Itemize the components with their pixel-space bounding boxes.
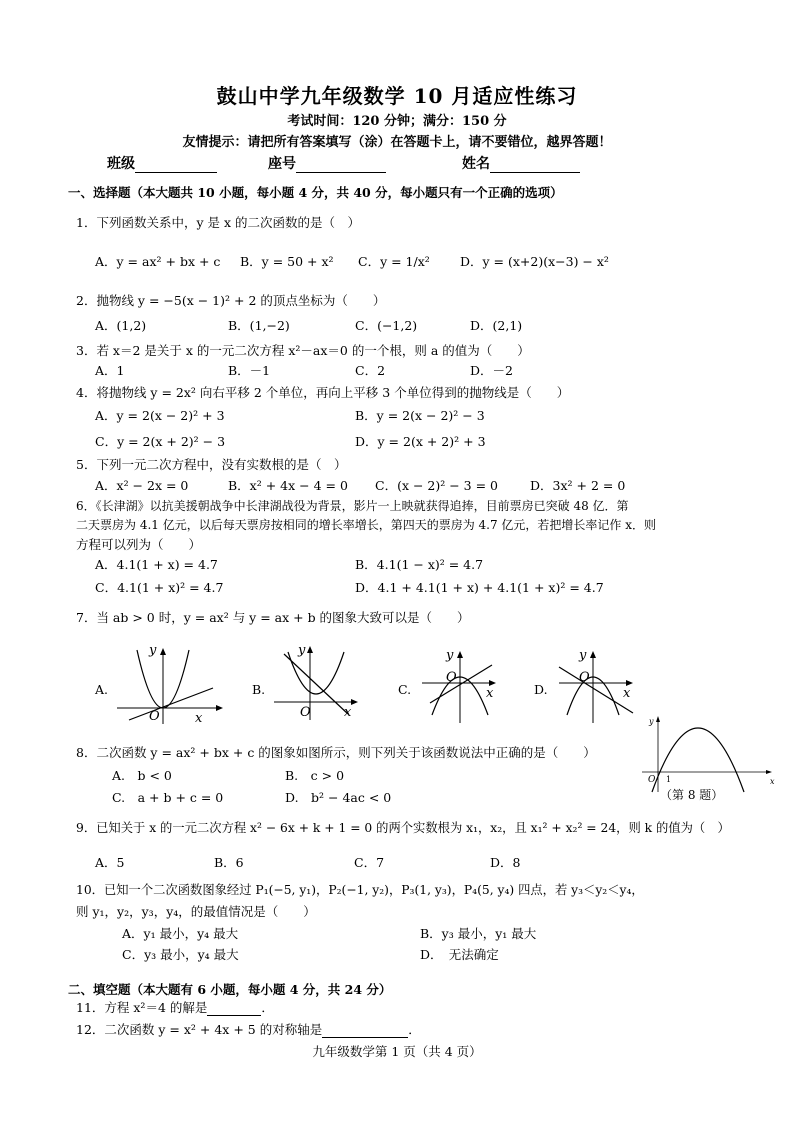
q1-option-b: B．y = 50 + x² — [240, 254, 334, 269]
q7-graph-c — [418, 645, 508, 725]
q8-option-a: A. b < 0 — [112, 768, 172, 783]
q11-answer-blank — [207, 1002, 261, 1016]
graph-d-y-arrow — [590, 651, 596, 658]
q11-end: ． — [261, 1000, 274, 1015]
graph-b-x-arrow — [351, 699, 358, 705]
class-label: 班级 — [107, 156, 135, 172]
graph-b-y-label: y — [298, 643, 306, 658]
q7-graph-b — [270, 640, 370, 725]
q5-option-a: A．x² − 2x = 0 — [95, 478, 189, 493]
q6-line-1: 6．《长津湖》以抗美援朝战争中长津湖战役为背景，影片一上映就获得追捧，目前票房已突破 48 亿．第 — [76, 499, 629, 513]
q8-x-arrow — [766, 770, 772, 774]
q10-option-b: B．y₃ 最小，y₁ 最大 — [420, 926, 537, 941]
q8-figure — [640, 712, 782, 796]
q11 — [76, 998, 274, 1016]
q8-option-c: C. a + b + c = 0 — [112, 790, 224, 805]
q7-option-b: B. — [252, 682, 266, 697]
q3-option-b: B．－1 — [228, 363, 271, 378]
q4-option-a: A．y = 2(x − 2)² + 3 — [95, 408, 225, 423]
q5-stem: 5．下列一元二次方程中，没有实数根的是（ ） — [76, 457, 347, 472]
q9-stem: 9．已知关于 x 的一元二次方程 x² − 6x + k + 1 = 0 的两个实数根为 x₁，x₂，且 x₁² + x₂² = 24，则 k 的值为（ ） — [76, 821, 730, 835]
q3-option-c: C．2 — [355, 363, 386, 378]
q6-line-2: 二天票房为 4.1 亿元，以后每天票房按相同的增长率增长，第四天的票房为 4.7 亿元，若把增长率记作 x．则 — [76, 518, 657, 532]
q10-line-2: 则 y₁，y₂，y₃，y₄，的最值情况是（ ） — [76, 904, 316, 919]
graph-b-y-arrow — [307, 646, 313, 653]
q9-option-a: A．5 — [95, 855, 125, 870]
graph-c-line — [430, 665, 492, 703]
seat-blank — [296, 159, 386, 173]
q5-option-b: B．x² + 4x − 4 = 0 — [228, 478, 348, 493]
q8-option-d: D. b² − 4ac < 0 — [285, 790, 392, 805]
q1-option-a: A．y = ax² + bx + c — [95, 254, 221, 269]
graph-d-y-label: y — [579, 648, 587, 663]
q7-option-c: C. — [398, 682, 412, 697]
q5-option-d: D．3x² + 2 = 0 — [530, 478, 626, 493]
graph-b-line — [284, 654, 348, 714]
q4-stem: 4．将抛物线 y = 2x² 向右平移 2 个单位，再向上平移 3 个单位得到的抛物线是（ ） — [76, 385, 570, 400]
q10-line-1: 10．已知一个二次函数图象经过 P₁(−5, y₁)，P₂(−1, y₂)，P₃(1, y₃)，P₄(5, y₄) 四点，若 y₃＜y₂＜y₄， — [76, 883, 644, 897]
q7-stem: 7．当 ab > 0 时，y = ax² 与 y = ax + b 的图象大致可以是（ ） — [76, 610, 470, 625]
q8-caption: （第 8 题） — [660, 788, 724, 802]
q2-stem: 2．抛物线 y = −5(x − 1)² + 2 的顶点坐标为（ ） — [76, 293, 386, 308]
section-1-title: 一、选择题（本大题共 10 小题，每小题 4 分，共 40 分，每小题只有一个正确的选项） — [68, 185, 563, 200]
q10-option-a: A．y₁ 最小，y₄ 最大 — [122, 926, 239, 941]
page-footer: 九年级数学第 1 页（共 4 页） — [312, 1044, 482, 1059]
q3-option-a: A．1 — [95, 363, 125, 378]
q12-answer-blank — [322, 1024, 408, 1038]
q6-line-3: 方程可以列为（ ） — [76, 537, 202, 552]
q7-option-d: D. — [534, 682, 548, 697]
graph-b-parabola — [288, 652, 344, 694]
q6-option-a: A．4.1(1 + x) = 4.7 — [95, 557, 218, 572]
tip-text: 友情提示：请把所有答案填写（涂）在答题卡上，请不要错位，越界答题！ — [182, 135, 612, 150]
q7-option-a: A. — [95, 682, 109, 697]
q4-option-c: C．y = 2(x + 2)² − 3 — [95, 434, 226, 449]
q6-option-d: D．4.1 + 4.1(1 + x) + 4.1(1 + x)² = 4.7 — [355, 580, 604, 595]
exam-info: 考试时间：120 分钟；满分：150 分 — [287, 114, 507, 129]
q8-x-label: x — [770, 777, 775, 786]
q12-stem: 12．二次函数 y = x² + 4x + 5 的对称轴是 — [76, 1022, 323, 1037]
q12 — [76, 1020, 421, 1038]
q1-option-c: C．y = 1/x² — [358, 254, 430, 269]
q3-option-d: D．－2 — [470, 363, 513, 378]
graph-a-y-arrow — [160, 648, 166, 655]
name-label: 姓名 — [462, 156, 490, 172]
page-title: 鼓山中学九年级数学 10 月适应性练习 — [216, 84, 578, 108]
name-field — [462, 153, 580, 173]
seat-label: 座号 — [268, 156, 296, 172]
q9-option-c: C．7 — [354, 855, 385, 870]
q1-stem: 1．下列函数关系中，y 是 x 的二次函数的是（ ） — [76, 215, 360, 230]
q10-option-c: C．y₃ 最小，y₄ 最大 — [122, 947, 239, 962]
q8-stem: 8．二次函数 y = ax² + bx + c 的图象如图所示，则下列关于该函数说法中正确的是（ ） — [76, 745, 596, 760]
q8-y-arrow — [656, 716, 660, 722]
q2-option-b: B．(1,−2) — [228, 318, 290, 333]
q12-end: ． — [408, 1022, 421, 1037]
q7-graph-d — [555, 645, 645, 725]
q7-graph-a — [115, 638, 227, 728]
q3-stem: 3．若 x＝2 是关于 x 的一元二次方程 x²－ax＝0 的一个根，则 a 的值为（ ） — [76, 343, 530, 358]
q11-stem: 11．方程 x²＝4 的解是 — [76, 1000, 208, 1015]
q6-option-c: C．4.1(1 + x)² = 4.7 — [95, 580, 224, 595]
q4-option-b: B．y = 2(x − 2)² − 3 — [355, 408, 485, 423]
graph-c-origin-label: O — [446, 670, 457, 685]
graph-a-y-label: y — [149, 643, 157, 658]
q9-option-b: B．6 — [214, 855, 244, 870]
q6-option-b: B．4.1(1 − x)² = 4.7 — [355, 557, 484, 572]
seat-field — [268, 153, 386, 173]
graph-a-x-arrow — [216, 705, 223, 711]
graph-d-x-label: x — [623, 686, 631, 701]
graph-a-origin-label: O — [149, 709, 160, 724]
q8-tick-one-label: 1 — [666, 775, 672, 784]
graph-b-origin-label: O — [300, 705, 311, 720]
q9-option-d: D．8 — [490, 855, 521, 870]
q1-option-d: D．y = (x+2)(x−3) − x² — [460, 254, 609, 269]
name-blank — [490, 159, 580, 173]
q4-option-d: D．y = 2(x + 2)² + 3 — [355, 434, 486, 449]
graph-d-origin-label: O — [579, 670, 590, 685]
class-field — [107, 153, 217, 173]
graph-b-x-label: x — [344, 705, 352, 720]
graph-c-y-label: y — [446, 648, 454, 663]
q10-option-d: D． 无法确定 — [420, 947, 499, 962]
graph-c-x-label: x — [486, 686, 494, 701]
q8-option-b: B. c > 0 — [285, 768, 345, 783]
section-2-title: 二、填空题（本大题有 6 小题，每小题 4 分，共 24 分） — [68, 982, 392, 997]
q2-option-c: C．(−1,2) — [355, 318, 418, 333]
q5-option-c: C．(x − 2)² − 3 = 0 — [375, 478, 498, 493]
class-blank — [135, 159, 217, 173]
graph-a-x-label: x — [195, 711, 203, 726]
q8-y-label: y — [649, 717, 654, 726]
q8-origin-label: O — [648, 775, 656, 785]
q2-option-a: A．(1,2) — [95, 318, 147, 333]
graph-c-y-arrow — [457, 651, 463, 658]
q2-option-d: D．(2,1) — [470, 318, 523, 333]
